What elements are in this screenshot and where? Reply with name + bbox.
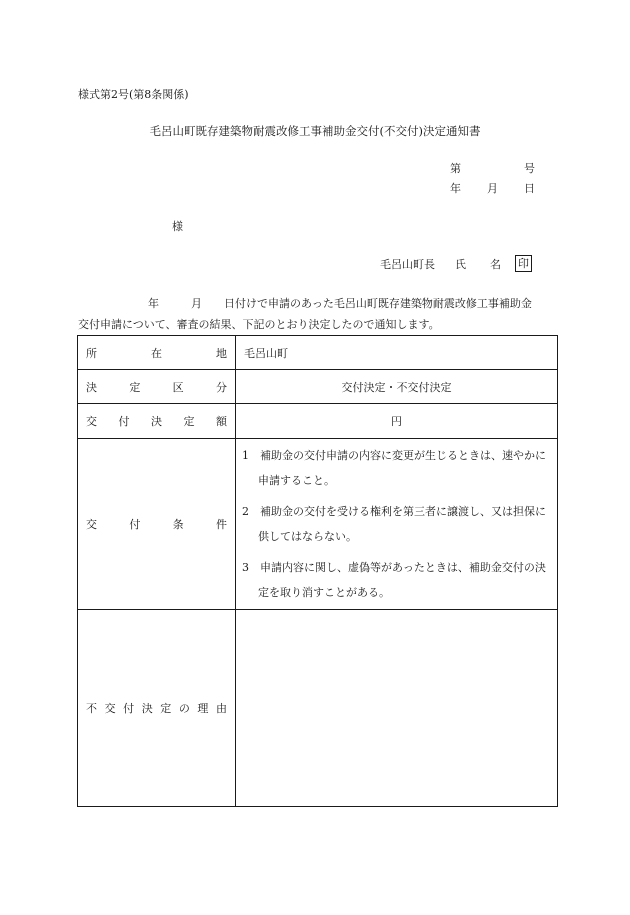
label-char: 所 bbox=[86, 346, 97, 360]
issuer-title: 毛呂山町長 bbox=[380, 257, 435, 271]
addressee-honorific: 様 bbox=[172, 220, 183, 233]
document-date bbox=[450, 180, 535, 196]
value-location: 毛呂山町 bbox=[236, 336, 558, 370]
label-char: 定 bbox=[160, 702, 172, 715]
value-conditions bbox=[236, 439, 558, 610]
issuer-name-label-1: 氏 bbox=[455, 257, 466, 271]
notice-line-1 bbox=[78, 293, 558, 314]
document-number-suffix: 号 bbox=[524, 162, 535, 175]
issuer-block bbox=[380, 255, 532, 272]
row-decision bbox=[78, 370, 558, 404]
label-amount bbox=[78, 404, 236, 439]
date-month: 月 bbox=[487, 182, 498, 195]
label-char: 分 bbox=[215, 380, 227, 394]
document-title: 毛呂山町既存建築物耐震改修工事補助金交付(不交付)決定通知書 bbox=[149, 124, 481, 138]
label-char: 決 bbox=[141, 702, 153, 715]
value-decision: 交付決定・不交付決定 bbox=[236, 370, 558, 404]
decision-table bbox=[77, 335, 558, 807]
label-char: 額 bbox=[216, 415, 227, 428]
label-char: の bbox=[178, 702, 190, 715]
label-reason bbox=[78, 610, 236, 807]
label-decision bbox=[78, 370, 236, 404]
label-char: 件 bbox=[215, 518, 227, 531]
label-char: 付 bbox=[129, 518, 141, 531]
label-char: 在 bbox=[151, 346, 162, 360]
label-char: 条 bbox=[172, 518, 184, 531]
notice-year: 年 bbox=[148, 297, 159, 310]
seal-mark: 印 bbox=[515, 255, 532, 272]
label-char: 付 bbox=[118, 415, 130, 428]
label-char: 交 bbox=[86, 518, 97, 531]
label-char: 区 bbox=[172, 380, 184, 394]
row-reason bbox=[78, 610, 558, 807]
label-char: 定 bbox=[183, 415, 195, 428]
date-year: 年 bbox=[450, 182, 461, 195]
label-char: 交 bbox=[86, 415, 97, 428]
label-location bbox=[78, 336, 236, 370]
value-amount: 円 bbox=[236, 404, 558, 439]
label-char: 決 bbox=[151, 415, 162, 428]
label-conditions bbox=[78, 439, 236, 610]
notice-month: 月 bbox=[191, 297, 202, 310]
row-conditions bbox=[78, 439, 558, 610]
label-char: 交 bbox=[104, 702, 116, 715]
label-char: 定 bbox=[129, 380, 141, 394]
notice-body bbox=[78, 293, 558, 335]
form-number: 様式第2号(第8条関係) bbox=[78, 88, 189, 101]
date-day: 日 bbox=[524, 182, 535, 195]
issuer-name-label-2: 名 bbox=[490, 257, 501, 271]
notice-line-2: 交付申請について、審査の結果、下記のとおり決定したので通知します。 bbox=[78, 318, 440, 331]
label-char: 由 bbox=[215, 702, 227, 715]
row-location bbox=[78, 336, 558, 370]
condition-item: 1 補助金の交付申請の内容に変更が生じるときは、速やかに申請すること。 bbox=[242, 449, 546, 487]
document-number bbox=[450, 160, 535, 176]
notice-line-1-rest: 日付けで申請のあった毛呂山町既存建築物耐震改修工事補助金 bbox=[224, 297, 532, 310]
row-amount bbox=[78, 404, 558, 439]
label-char: 不 bbox=[86, 702, 97, 715]
condition-item: 3 申請内容に関し、虚偽等があったときは、補助金交付の決定を取り消すことがある。 bbox=[242, 561, 546, 599]
value-reason bbox=[236, 610, 558, 807]
label-char: 地 bbox=[216, 346, 227, 360]
condition-item: 2 補助金の交付を受ける権利を第三者に譲渡し、又は担保に供してはならない。 bbox=[242, 505, 546, 543]
label-char: 付 bbox=[123, 702, 135, 715]
document-number-prefix: 第 bbox=[450, 162, 461, 175]
label-char: 決 bbox=[86, 380, 97, 394]
label-char: 理 bbox=[197, 702, 209, 715]
